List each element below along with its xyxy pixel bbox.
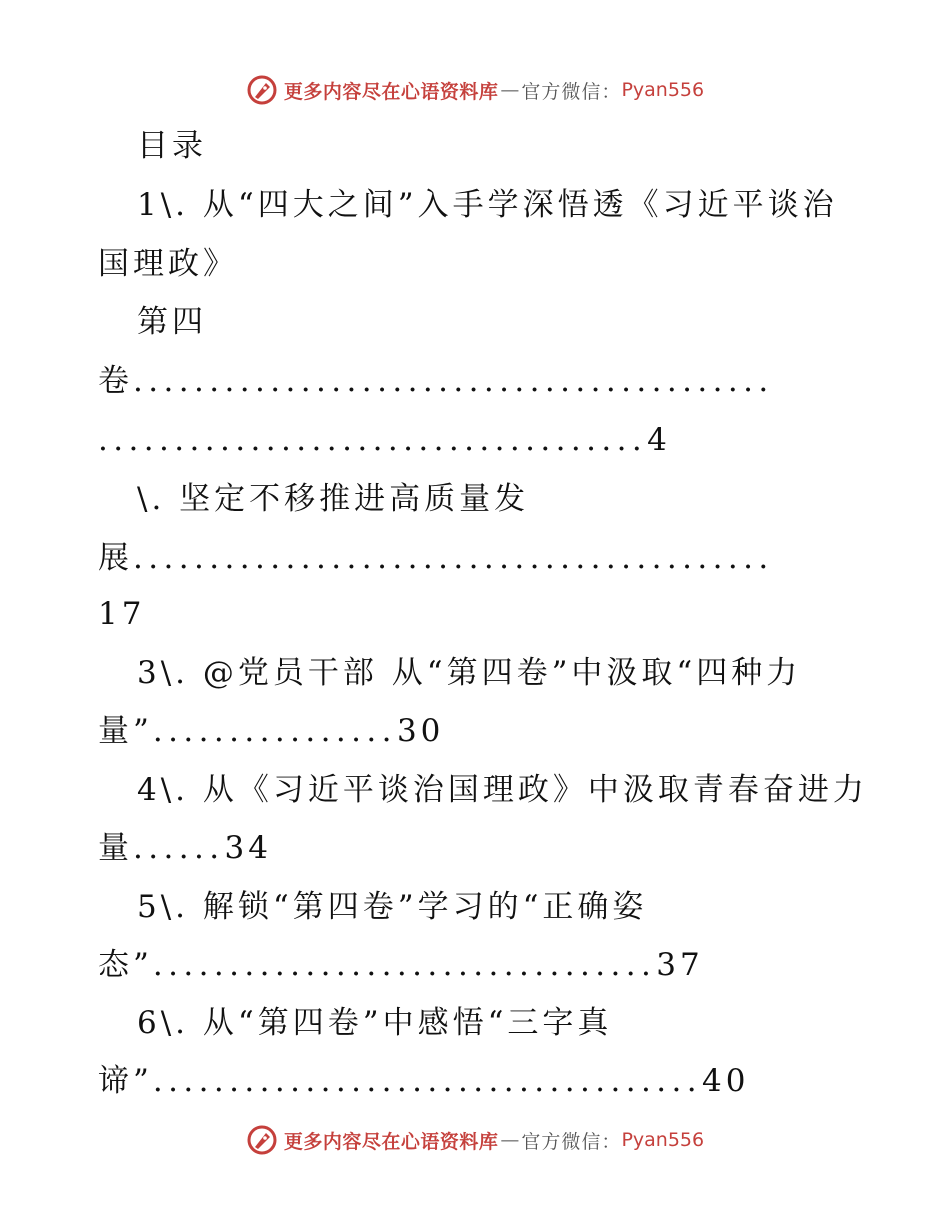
toc-entry-4-line-2 [98, 820, 272, 876]
header-banner [0, 70, 950, 110]
toc-entry-5-line-2 [98, 937, 704, 993]
toc-text: 量” [98, 713, 153, 749]
toc-text: 谛” [98, 1063, 153, 1099]
toc-leader-dots: ................................. [152, 947, 657, 983]
banner-separator: — [500, 1129, 520, 1151]
toc-entry-1-line-1: 1\. 从“四大之间”入手学深悟透《习近平谈治 [137, 187, 838, 223]
toc-page-number: 34 [224, 830, 272, 866]
toc-entry-3-line-1: 3\. @党员干部 从“第四卷”中汲取“四种力 [137, 655, 802, 691]
toc-entry-6-line-1: 6\. 从“第四卷”中感悟“三字真 [137, 1005, 613, 1041]
toc-text: 卷 [98, 363, 133, 399]
footer-banner [0, 1120, 950, 1160]
pen-nib-logo-icon [246, 1124, 278, 1156]
banner-wechat-id: Pyan556 [621, 1129, 705, 1151]
toc-text: 展 [98, 540, 133, 576]
banner-label: 官方微信： [521, 80, 622, 103]
toc-entry-4-line-1: 4\. 从《习近平谈治国理政》中汲取青春奋进力 [137, 772, 868, 808]
toc-leader-dots: ................ [152, 713, 397, 749]
toc-entry-1-line-2: 国理政》 [98, 246, 238, 282]
toc-page-number: 30 [396, 713, 445, 749]
banner-separator: — [500, 79, 520, 101]
banner-title: 更多内容尽在心语资料库 [283, 80, 499, 103]
toc-entry-1-line-3: 第四 [137, 304, 207, 340]
toc-entry-6-line-2 [98, 1053, 749, 1109]
pen-nib-logo-icon [246, 74, 278, 106]
toc-page-number: 40 [702, 1063, 750, 1099]
toc-entry-5-line-1: 5\. 解锁“第四卷”学习的“正确姿 [137, 889, 648, 925]
toc-leader-dots: ...... [133, 830, 225, 866]
toc-leader-dots: .......................................... [133, 540, 774, 576]
toc-text: 量 [98, 830, 133, 866]
banner-wechat-id: Pyan556 [621, 79, 705, 101]
toc-entry-2-line-2 [98, 530, 774, 586]
toc-leader-dots: .................................... [98, 422, 648, 458]
toc-entry-3-line-2 [98, 703, 444, 759]
toc-page-number: 17 [98, 596, 146, 632]
toc-entry-2-line-1: \. 坚定不移推进高质量发 [137, 481, 530, 517]
banner-title: 更多内容尽在心语资料库 [283, 1130, 499, 1153]
banner-label: 官方微信： [521, 1130, 622, 1153]
toc-leader-dots: .................................... [152, 1063, 703, 1099]
toc-page-number: 37 [656, 947, 704, 983]
toc-entry-1-line-5 [98, 412, 671, 468]
toc-page-number: 4 [647, 422, 671, 458]
toc-heading: 目录 [137, 128, 207, 164]
toc-text: 态” [98, 947, 153, 983]
toc-leader-dots: .......................................... [133, 363, 774, 399]
toc-entry-1-line-4 [98, 353, 774, 409]
